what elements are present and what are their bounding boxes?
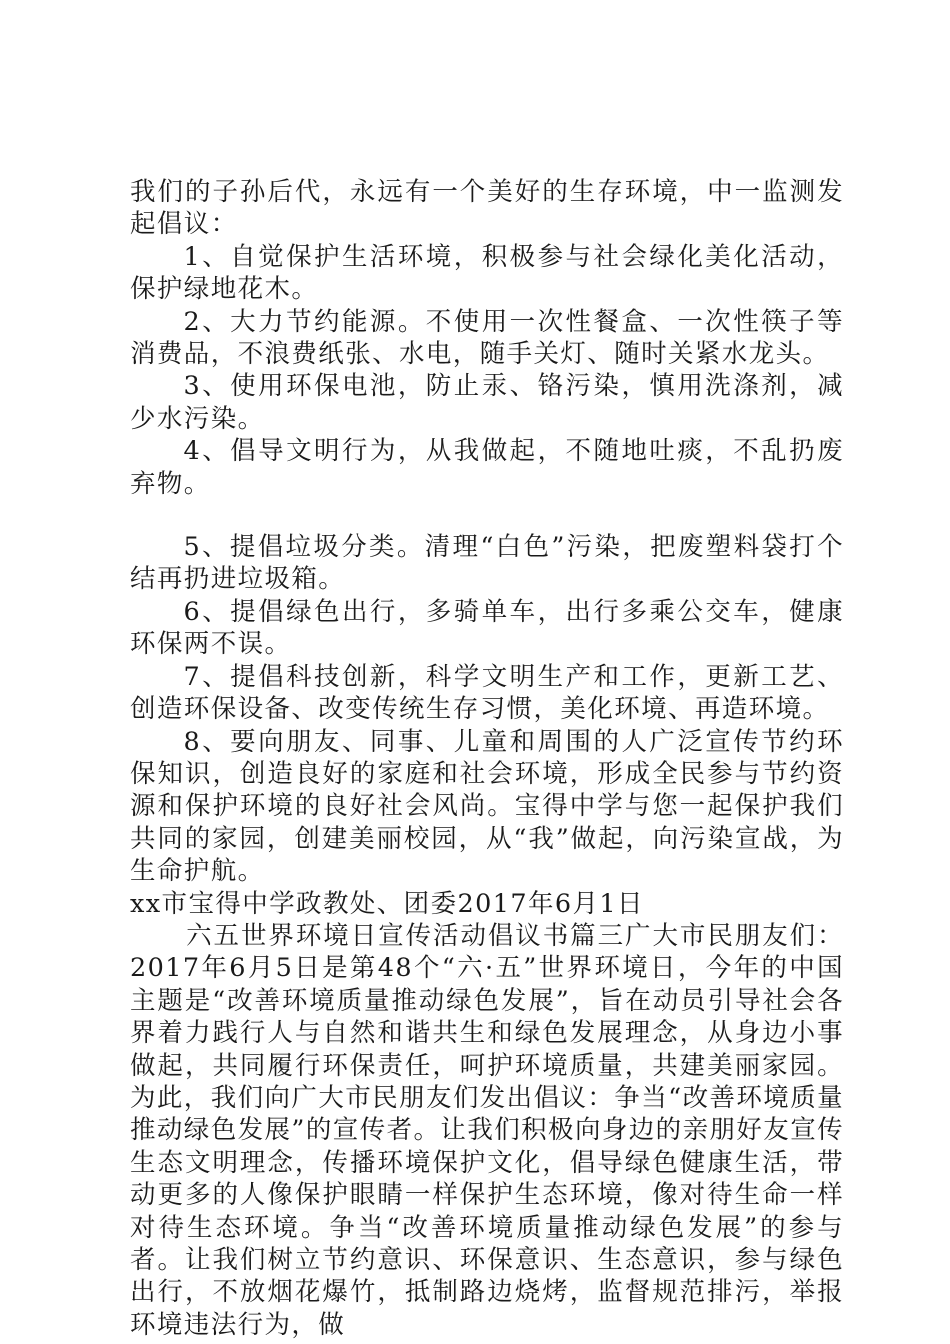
paragraph-item-7: 7、提倡科技创新，科学文明生产和工作，更新工艺、创造环保设备、改变传统生存习惯，美化环境、再造环境。 [130, 661, 844, 725]
paragraph-item-3: 3、使用环保电池，防止汞、铬污染，慎用洗涤剂，减少水污染。 [130, 371, 844, 434]
paragraph-item-6: 6、提倡绿色出行，多骑单车，出行多乘公交车，健康环保两不误。 [130, 596, 844, 660]
paragraph-part-three: 六五世界环境日宣传活动倡议书篇三广大市民朋友们：2017年6月5日是第48个“六·五”世界环境日，今年的中国主题是“改善环境质量推动绿色发展”，旨在动员引导社会各界着力践行人与自然和谐共生和绿色发展理念，从身边小事做起，共同履行环保责任，呵护环境质量，共建美丽家园。为此，我们向广大市民朋友们发出倡议：争当“改善环境质量推动绿色发展”的宣传者。让我们积极向身边的亲朋好友宣传生态文明理念，传播环境保护文化，倡导绿色健康生活，带动更多的人像保护眼睛一样保护生态环境，像对待生命一样对待生态环境。争当“改善环境质量推动绿色发展”的参与者。让我们树立节约意识、环保意识、生态意识，参与绿色出行，不放烟花爆竹，抵制路边烧烤，监督规范排污，举报环境违法行为，做 [130, 920, 844, 1340]
document-page [130, 176, 844, 1341]
paragraph-item-8: 8、要向朋友、同事、儿童和周围的人广泛宣传节约环保知识，创造良好的家庭和社会环境，形成全民参与节约资源和保护环境的良好社会风尚。宝得中学与您一起保护我们共同的家园，创建美丽校园，从“我”做起，向污染宣战，为生命护航。 [130, 726, 844, 887]
paragraph-item-5: 5、提倡垃圾分类。清理“白色”污染，把废塑料袋打个结再扔进垃圾箱。 [130, 532, 844, 595]
paragraph-intro-continuation: 我们的子孙后代，永远有一个美好的生存环境，中一监测发起倡议： [130, 177, 844, 240]
paragraph-signature: xx市宝得中学政教处、团委2017年6月1日 [130, 888, 644, 919]
paragraph-item-4: 4、倡导文明行为，从我做起，不随地吐痰，不乱扔废弃物。 [130, 436, 844, 499]
paragraph-item-1: 1、自觉保护生活环境，积极参与社会绿化美化活动，保护绿地花木。 [130, 241, 844, 305]
paragraph-item-2: 2、大力节约能源。不使用一次性餐盒、一次性筷子等消费品，不浪费纸张、水电，随手关灯、随时关紧水龙头。 [130, 306, 844, 370]
